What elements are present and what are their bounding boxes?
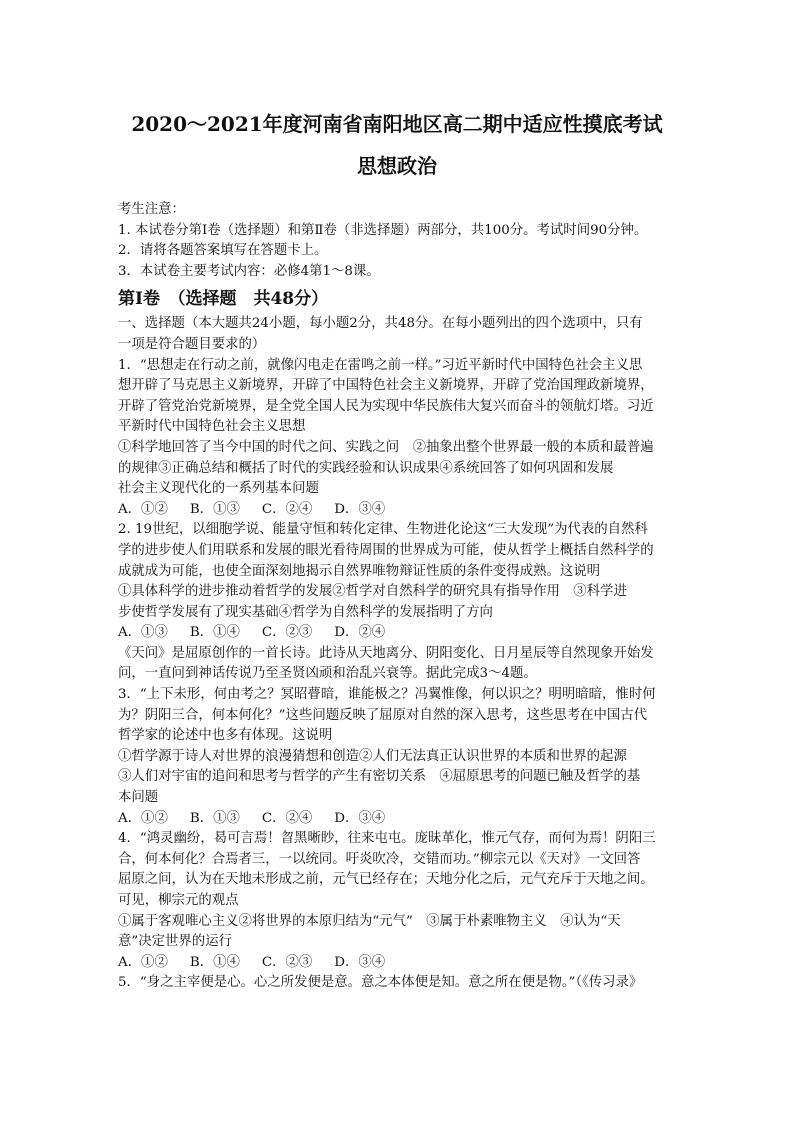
- answer-option: A．①②: [118, 954, 168, 970]
- notice-heading: 考生注意：: [118, 202, 185, 217]
- answer-options: [118, 953, 684, 974]
- answer-option: B．①③: [189, 810, 240, 826]
- answer-option: D．②④: [334, 625, 386, 641]
- answer-option: C．②③: [261, 625, 313, 641]
- answer-option: D．③④: [334, 810, 386, 826]
- question-block: [118, 520, 684, 644]
- question-line: 1．“思想走在行动之前，就像闪电走在雷鸣之前一样。”习近平新时代中国特色社会主义思: [118, 357, 643, 373]
- question-block: [118, 685, 684, 829]
- answer-option: B．①④: [189, 625, 240, 641]
- question-line: 2. 19世纪，以细胞学说、能量守恒和转化定律、生物进化论这“三大发现”为代表的自然科: [118, 522, 648, 538]
- question-line: ①属于客观唯心主义②将世界的本原归结为“元气” ③属于朴素唯物主义 ④认为“天: [118, 913, 621, 929]
- question-block: [118, 644, 684, 685]
- answer-option: A．①②: [118, 501, 168, 517]
- question-line: 的规律③正确总结和概括了时代的实践经验和认识成果④系统回答了如何巩固和发展: [118, 460, 614, 476]
- question-list: [118, 356, 684, 994]
- question-line: 5．“身之主宰便是心。心之所发便是意。意之本体便是知。意之所在便是物。”（《传习录》: [118, 975, 643, 991]
- question-line: 《天问》是屈原创作的一首长诗。此诗从天地离分、阴阳变化、日月星辰等自然现象开始发: [118, 645, 654, 661]
- section-instruction: 一、选择题（本大题共24小题，每小题2分，共48分。在每小题列出的四个选项中，只有: [118, 316, 643, 332]
- question-line: 哲学家的论述中也多有体现。这说明: [118, 728, 333, 744]
- answer-options: [118, 809, 684, 830]
- question-block: [118, 356, 684, 521]
- question-line: 3．“上下未形，何由考之？冥昭瞢暗，谁能极之？冯翼惟像，何以识之？明明暗暗，惟时何: [118, 687, 656, 703]
- question-line: 可见，柳宗元的观点: [118, 893, 239, 908]
- question-line: 为？阴阳三合，何本何化？”这些问题反映了屈原对自然的深入思考，这些思考在中国古代: [118, 707, 648, 723]
- question-line: ①科学地回答了当今中国的时代之问、实践之问 ②抽象出整个世界最一般的本质和最普遍: [118, 439, 654, 455]
- question-line: 4．“鸿灵幽纷，曷可言焉！曶黑晰眇，往来屯屯。庞昧革化，惟元气存，而何为焉！阴阳三: [118, 831, 656, 847]
- notice-item: 2．请将各题答案填写在答题卡上。: [118, 243, 328, 259]
- answer-option: C．②④: [261, 810, 313, 826]
- answer-option: A．①②: [118, 810, 168, 826]
- section-instruction: 一项是符合题目要求的）: [118, 336, 266, 352]
- question-line: 开辟了管党治党新境界，是全党全国人民为实现中华民族伟大复兴而奋斗的领航灯塔。习近: [118, 398, 654, 414]
- answer-option: D．③④: [334, 501, 386, 517]
- question-line: 平新时代中国特色社会主义思想: [118, 419, 306, 435]
- notice-item: 1. 本试卷分第Ⅰ卷（选择题）和第Ⅱ卷（非选择题）两部分，共100分。考试时间90分钟。: [118, 222, 648, 238]
- question-line: 想开辟了马克思主义新境界，开辟了中国特色社会主义新境界，开辟了党治国理政新境界，: [118, 378, 654, 394]
- answer-option: B．①③: [189, 501, 240, 517]
- exam-title: 2020～2021年度河南省南阳地区高二期中适应性摸底考试: [131, 112, 663, 136]
- notice-item: 3．本试卷主要考试内容：必修4第1～8课。: [118, 263, 380, 279]
- answer-options: [118, 623, 684, 644]
- question-line: 意”决定世界的运行: [118, 934, 232, 950]
- question-line: 本问题: [118, 790, 159, 806]
- question-block: [118, 829, 684, 973]
- question-line: ①哲学源于诗人对世界的浪漫猜想和创造②人们无法真正认识世界的本质和世界的起源: [118, 748, 627, 764]
- section-title: 第Ⅰ卷 （选择题 共48分）: [118, 289, 329, 310]
- question-line: 屈原之问，认为在天地未形成之前，元气已经存在；天地分化之后，元气充斥于天地之间。: [118, 872, 654, 888]
- answer-option: A．①③: [118, 625, 168, 641]
- answer-option: C．②③: [261, 954, 313, 970]
- answer-option: C．②④: [261, 501, 313, 517]
- question-line: ①具体科学的进步推动着哲学的发展②哲学对自然科学的研究具有指导作用 ③科学进: [118, 584, 627, 600]
- question-line: 成就成为可能，也使全面深刻地揭示自然界唯物辩证性质的条件变得成熟。这说明: [118, 563, 601, 579]
- question-block: [118, 973, 684, 994]
- question-line: ③人们对宇宙的追问和思考与哲学的产生有密切关系 ④屈原思考的问题已触及哲学的基: [118, 769, 641, 785]
- question-line: 社会主义现代化的一系列基本问题: [118, 481, 319, 497]
- answer-options: [118, 500, 684, 521]
- answer-option: D．③④: [334, 954, 386, 970]
- question-line: 问，一直问到神话传说乃至圣贤凶顽和治乱兴衰等。据此完成3～4题。: [118, 666, 537, 682]
- question-line: 步使哲学发展有了现实基础④哲学为自然科学的发展指明了方向: [118, 604, 493, 620]
- exam-body: [118, 200, 684, 994]
- question-line: 合，何本何化？合焉者三，一以统同。吁炎吹冷，交错而功。”柳宗元以《天对》一文回答: [118, 851, 641, 867]
- subject-title: 思想政治: [357, 154, 437, 178]
- answer-option: B．①④: [189, 954, 240, 970]
- question-line: 学的进步使人们用联系和发展的眼光看待周围的世界成为可能，使从哲学上概括自然科学的: [118, 542, 654, 558]
